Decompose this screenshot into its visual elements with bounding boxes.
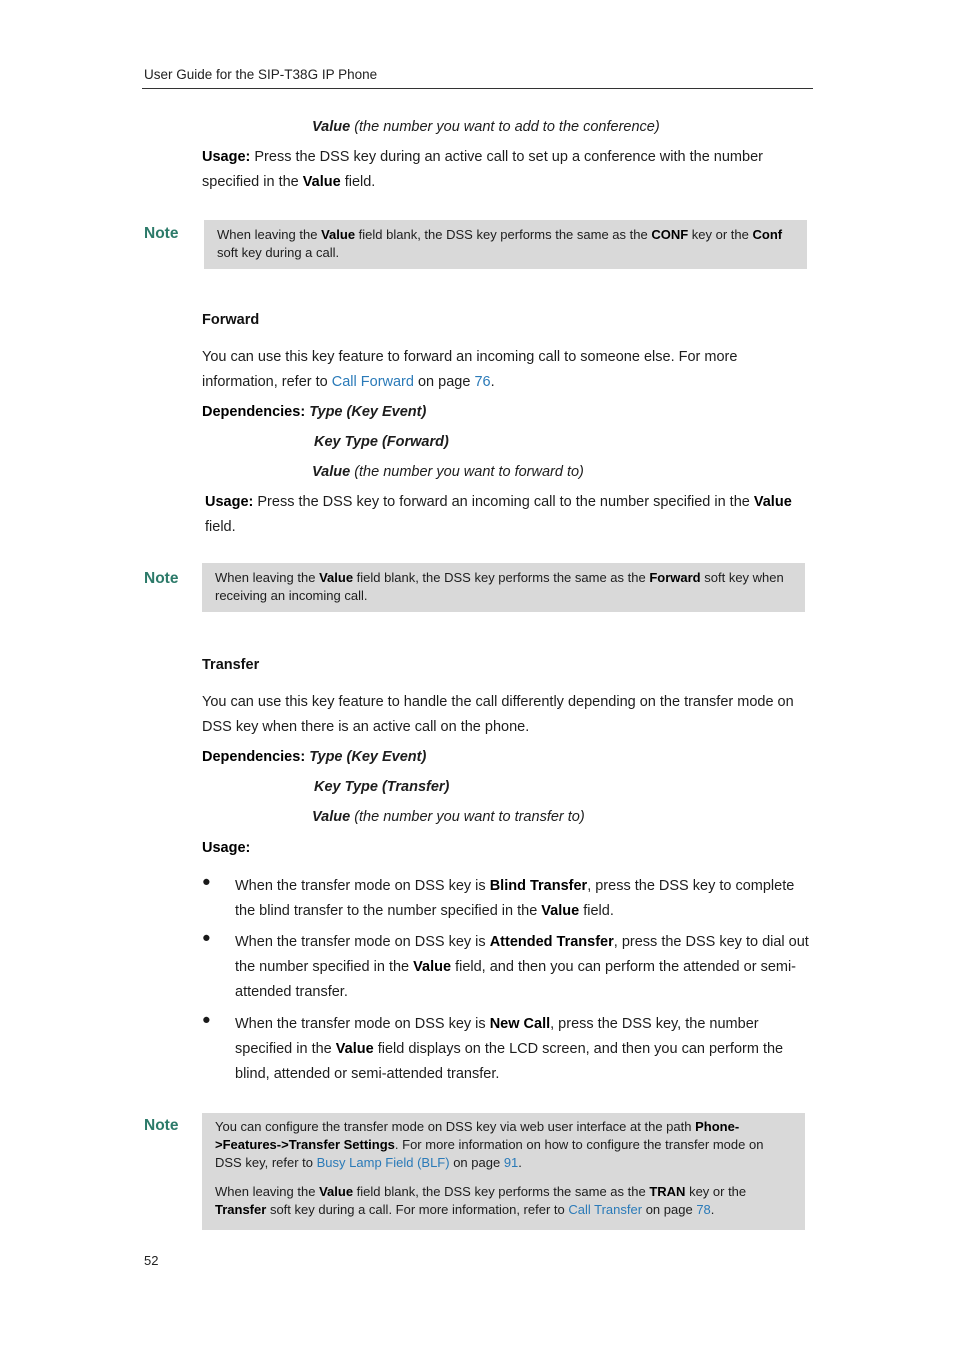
transfer-mode: New Call	[489, 1016, 551, 1032]
bullet-dot: ●	[202, 1012, 211, 1028]
header-rule	[142, 88, 813, 89]
note-text: on page	[453, 1155, 501, 1170]
usage-text-end: field.	[205, 519, 236, 535]
page-link[interactable]: 78	[696, 1202, 711, 1217]
note-text: key or the	[691, 227, 749, 242]
bullet-text: field, and then you can perform the attended or semi-attended transfer.	[235, 959, 797, 1000]
transfer-value-line	[312, 805, 585, 830]
note-text: When leaving the	[215, 570, 316, 585]
dependencies-type: Type (Key Event)	[309, 749, 427, 765]
bullet-value: Value	[335, 1041, 374, 1057]
bullet-dot: ●	[202, 874, 211, 890]
dependencies-label: Dependencies:	[202, 404, 306, 420]
note-conf-key: CONF	[651, 227, 689, 242]
forward-key-type: Key Type (Forward)	[314, 434, 449, 450]
intro-text: .	[490, 374, 495, 390]
note-text: When leaving the	[215, 1184, 316, 1199]
note-box-transfer	[202, 1113, 805, 1230]
value-label: Value	[312, 119, 351, 135]
bullet-text: When the transfer mode on DSS key is	[235, 934, 486, 950]
usage-label: Usage:	[202, 149, 251, 165]
bullet-text: When the transfer mode on DSS key is	[235, 878, 486, 894]
note-tran-key: TRAN	[649, 1184, 686, 1199]
usage-value: Value	[753, 494, 792, 510]
usage-text: Press the DSS key to forward an incoming call to the number specified in the	[257, 494, 750, 510]
forward-usage	[205, 490, 805, 540]
note-label: Note	[144, 225, 179, 242]
call-forward-link[interactable]: Call Forward	[331, 374, 414, 390]
note-value: Value	[319, 570, 354, 585]
bullet-text: field.	[583, 903, 614, 919]
note-text: . For more information on how to configure the transfer mode on DSS key, refer to	[215, 1137, 764, 1170]
bullet-text: , press the DSS key to dial out the number specified in the	[235, 934, 809, 975]
bullet-text: , press the DSS key, the number specified in the	[235, 1016, 759, 1057]
note-box-forward	[202, 563, 805, 612]
note-text: key or the	[689, 1184, 747, 1199]
note-path: Phone->Features->Transfer Settings	[215, 1119, 740, 1152]
note-forward-softkey: Forward	[649, 570, 701, 585]
bullet-text: field displays on the LCD screen, and then you can perform the blind, attended or semi-attended transfer.	[235, 1041, 784, 1082]
forward-heading: Forward	[202, 312, 260, 328]
page-link[interactable]: 76	[474, 374, 491, 390]
note-text: soft key during a call. For more information, refer to	[269, 1202, 565, 1217]
bullet-value: Value	[541, 903, 580, 919]
forward-intro	[202, 345, 802, 395]
page-header: User Guide for the SIP-T38G IP Phone	[144, 67, 378, 82]
note-text: on page	[645, 1202, 693, 1217]
value-label: Value	[312, 809, 351, 825]
usage-label: Usage:	[205, 494, 254, 510]
transfer-mode: Attended Transfer	[489, 934, 614, 950]
usage-value: Value	[302, 174, 341, 190]
transfer-bullet-1	[235, 874, 815, 924]
call-transfer-link[interactable]: Call Transfer	[568, 1202, 643, 1217]
value-desc: (the number you want to forward to)	[354, 464, 584, 480]
note-conf-softkey: Conf	[752, 227, 783, 242]
note-text: When leaving the	[217, 227, 318, 242]
value-desc: (the number you want to transfer to)	[354, 809, 585, 825]
note-text: field blank, the DSS key performs the same as the	[358, 227, 648, 242]
bullet-value: Value	[413, 959, 452, 975]
bullet-dot: ●	[202, 930, 211, 946]
transfer-bullet-2	[235, 930, 815, 1005]
note-text: field blank, the DSS key performs the same as the	[356, 570, 646, 585]
note-value: Value	[321, 227, 356, 242]
forward-dependencies	[202, 400, 426, 425]
note-text: field blank, the DSS key performs the same as the	[356, 1184, 646, 1199]
page-link[interactable]: 91	[503, 1155, 519, 1170]
transfer-usage-label: Usage:	[202, 840, 251, 856]
bullet-text: When the transfer mode on DSS key is	[235, 1016, 486, 1032]
blf-link[interactable]: Busy Lamp Field (BLF)	[316, 1155, 450, 1170]
transfer-key-type: Key Type (Transfer)	[314, 779, 450, 795]
note-value: Value	[319, 1184, 354, 1199]
page-number: 52	[144, 1253, 159, 1268]
usage-text: Press the DSS key during an active call to set up a conference with the number specified in the	[202, 149, 763, 190]
intro-text: You can use this key feature to forward an incoming call to someone else. For more information, refer to	[202, 349, 738, 390]
note-paragraph-1	[215, 1118, 792, 1172]
note-text: soft key when receiving an incoming call.	[215, 570, 784, 603]
transfer-heading: Transfer	[202, 657, 260, 673]
note-box-conference	[204, 220, 807, 269]
value-desc: (the number you want to add to the conference)	[354, 119, 660, 135]
note-transfer-softkey: Transfer	[215, 1202, 267, 1217]
dependencies-label: Dependencies:	[202, 749, 306, 765]
note-label: Note	[144, 570, 179, 587]
note-text: .	[710, 1202, 715, 1217]
dependencies-type: Type (Key Event)	[309, 404, 427, 420]
transfer-intro: You can use this key feature to handle the call differently depending on the transfer mode on DSS key when there is an active call on the phone.	[202, 694, 794, 735]
usage-text-end: field.	[344, 174, 376, 190]
note-text: You can configure the transfer mode on DSS key via web user interface at the path	[215, 1119, 692, 1134]
forward-value-line	[312, 460, 584, 485]
transfer-mode: Blind Transfer	[489, 878, 588, 894]
conference-usage	[202, 145, 812, 195]
transfer-bullet-3	[235, 1012, 815, 1087]
transfer-dependencies	[202, 745, 426, 770]
intro-text: on page	[417, 374, 471, 390]
note-text: .	[518, 1155, 522, 1170]
note-text: soft key during a call.	[217, 245, 340, 260]
value-label: Value	[312, 464, 351, 480]
bullet-text: , press the DSS key to complete the blind transfer to the number specified in the	[235, 878, 795, 919]
note-paragraph-2	[215, 1183, 792, 1219]
conference-value-line	[312, 115, 660, 140]
note-label: Note	[144, 1117, 179, 1134]
